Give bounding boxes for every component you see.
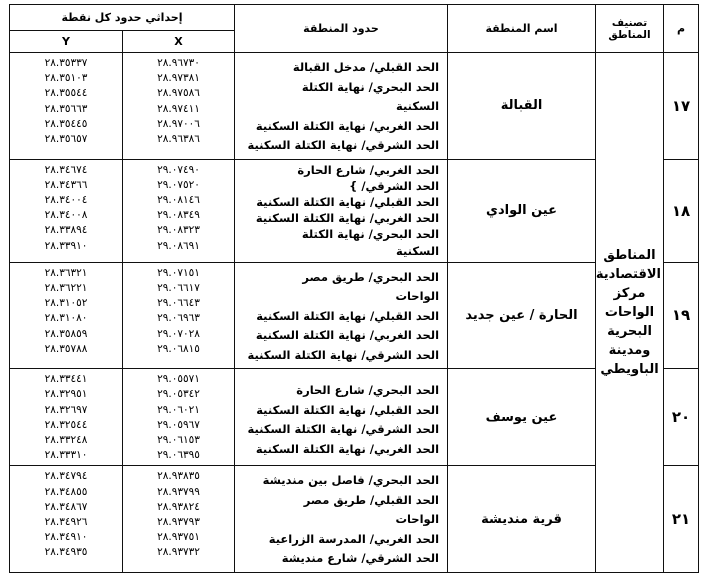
number-header: م bbox=[664, 5, 699, 53]
x-coordinates bbox=[123, 262, 235, 369]
x-value: ٢٨.٩٣٧٣٢ bbox=[157, 546, 200, 559]
boundary-line: الحد الشرقي/ نهاية الكتلة السكنية bbox=[247, 138, 440, 152]
x-value: ٢٨.٩٧٣٨١ bbox=[157, 72, 200, 85]
x-value: ٢٩.٠٥٩٦٧ bbox=[157, 418, 200, 431]
y-value: ٢٨.٣٥٣٣٧ bbox=[44, 57, 88, 69]
boundary-line: الواحات bbox=[395, 512, 440, 527]
boundary-line: الحد الشرقي/ شارع منديشة bbox=[281, 551, 440, 566]
y-coordinates bbox=[10, 466, 123, 573]
x-value: ٢٨.٩٣٧٩٩ bbox=[157, 485, 200, 498]
x-value: ٢٩.٠٧٠٢٨ bbox=[157, 327, 200, 340]
x-value: ٢٨.٩٦٣٨٦ bbox=[157, 133, 200, 146]
boundary-line: الحد البحري/ طريق مصر bbox=[302, 269, 440, 284]
boundary-line: الحد الغربي/ نهاية الكتلة السكنية bbox=[255, 211, 440, 226]
x-value: ٢٩.٠٨٦٩١ bbox=[157, 239, 200, 252]
table-row bbox=[10, 369, 699, 466]
x-value: ٢٨.٩٧٥٨٦ bbox=[157, 87, 200, 100]
area-name: عين يوسف bbox=[448, 369, 596, 466]
boundary-line: الحد القبلي/ مدخل القبالة bbox=[292, 60, 440, 74]
x-value: ٢٩.٠٨٣٤٩ bbox=[157, 209, 200, 222]
y-coordinates bbox=[10, 53, 123, 160]
x-value: ٢٩.٠٦٣٩٥ bbox=[157, 449, 200, 462]
x-coordinates bbox=[123, 369, 235, 466]
area-name-header: اسم المنطقة bbox=[448, 5, 596, 53]
y-value: ٢٨.٣٦٣٢١ bbox=[44, 266, 88, 279]
y-value: ٢٨.٣٣٩١٠ bbox=[44, 239, 88, 252]
boundary-line: الحد الغربي/ نهاية الكتلة السكنية bbox=[255, 118, 440, 133]
x-value: ٢٩.٠٦٠٢١ bbox=[157, 403, 200, 416]
area-name: قرية منديشة bbox=[448, 466, 596, 573]
table-row bbox=[10, 159, 699, 262]
boundary-line: السكنية bbox=[396, 99, 440, 113]
table-row bbox=[10, 466, 699, 573]
x-value: ٢٩.٠٥٥٧١ bbox=[157, 373, 200, 386]
y-value: ٢٨.٣٤٣٦٦ bbox=[44, 178, 88, 191]
boundary-line: الحد الغربي/ شارع الحارة bbox=[297, 162, 440, 177]
y-value: ٢٨.٣٣٢٤٨ bbox=[44, 434, 88, 447]
y-value: ٢٨.٣٤٩٢٦ bbox=[44, 516, 88, 529]
y-value: ٢٨.٣٤٦٧٤ bbox=[44, 163, 88, 176]
boundaries-cell bbox=[235, 262, 448, 369]
x-value: ٢٩.٠٧٤٩٠ bbox=[157, 163, 200, 176]
row-number: ١٧ bbox=[664, 53, 699, 160]
x-value: ٢٩.٠٦١٥٣ bbox=[157, 434, 200, 447]
boundary-line: الحد الشرقي/ نهاية الكتلة السكنية bbox=[247, 347, 440, 362]
x-header: X bbox=[123, 31, 235, 53]
y-value: ٢٨.٣٥٦٦٣ bbox=[44, 102, 88, 115]
y-value: ٢٨.٣٢٩٥١ bbox=[44, 388, 88, 401]
x-value: ٢٨.٩٣٨٢٤ bbox=[157, 500, 200, 513]
y-coordinates bbox=[10, 369, 123, 466]
y-value: ٢٨.٣٤٠٠٤ bbox=[44, 193, 88, 206]
y-value: ٢٨.٣٥٦٥٧ bbox=[44, 133, 88, 146]
y-value: ٢٨.٣٤٩١٠ bbox=[44, 531, 88, 544]
x-value: ٢٩.٠٦٦١٧ bbox=[157, 281, 200, 294]
x-value: ٢٩.٠٨٣٢٣ bbox=[157, 224, 200, 237]
boundary-line: الحد القبلي/ طريق مصر bbox=[303, 492, 440, 507]
boundary-line: الحد البحري/ نهاية الكتلة bbox=[301, 227, 440, 242]
boundary-line: الحد الشرقي/ نهاية الكتلة السكنية bbox=[247, 422, 440, 437]
y-header: Y bbox=[10, 31, 123, 53]
y-value: ٢٨.٣١٠٥٢ bbox=[44, 297, 88, 310]
x-value: ٢٨.٩٣٧٩٣ bbox=[157, 516, 200, 529]
x-value: ٢٨.٩٧٤١١ bbox=[157, 102, 200, 115]
boundary-line: الحد القبلي/ نهاية الكتلة السكنية bbox=[256, 402, 440, 417]
x-coordinates bbox=[123, 159, 235, 262]
x-value: ٢٩.٠٥٣٤٢ bbox=[157, 388, 200, 401]
y-value: ٢٨.٣٥٨٥٩ bbox=[44, 327, 88, 340]
x-value: ٢٩.٠٦٩٦٣ bbox=[157, 312, 200, 325]
boundary-line: الحد القبلي/ نهاية الكتلة السكنية bbox=[256, 194, 440, 209]
y-value: ٢٨.٣٥١٠٣ bbox=[44, 72, 88, 85]
area-name: عين الوادي bbox=[448, 159, 596, 262]
y-value: ٢٨.٣١٠٨٠ bbox=[44, 312, 88, 325]
boundary-line: الحد الغربي/ المدرسة الزراعية bbox=[268, 531, 440, 546]
boundaries-header: حدود المنطقة bbox=[235, 5, 448, 53]
classification-header: تصنيف المناطق bbox=[596, 5, 664, 53]
y-value: ٢٨.٣٦٢٢١ bbox=[44, 281, 88, 294]
x-value: ٢٩.٠٧٥٢٠ bbox=[157, 178, 200, 191]
boundaries-cell bbox=[235, 466, 448, 573]
x-coordinates bbox=[123, 53, 235, 160]
coordinates-header: إحداثي حدود كل نقطة bbox=[10, 5, 235, 31]
y-value: ٢٨.٣٣٤٤١ bbox=[44, 373, 88, 386]
boundary-line: الحد القبلي/ نهاية الكتلة السكنية bbox=[256, 308, 440, 323]
y-value: ٢٨.٣٢٥٤٤ bbox=[44, 418, 88, 431]
y-value: ٢٨.٣٤٧٩٤ bbox=[44, 470, 88, 483]
boundary-line: الحد الغربي/ نهاية الكتلة السكنية bbox=[255, 328, 440, 343]
y-value: ٢٨.٣٢٦٩٧ bbox=[44, 403, 88, 416]
boundaries-cell bbox=[235, 53, 448, 160]
y-value: ٢٨.٣٤٨٦٧ bbox=[44, 500, 88, 513]
boundaries-cell bbox=[235, 369, 448, 466]
boundary-line: السكنية bbox=[396, 243, 440, 258]
x-value: ٢٨.٩٧٠٠٦ bbox=[157, 117, 200, 130]
zones-table bbox=[9, 4, 699, 573]
y-value: ٢٨.٣٥٥٤٤ bbox=[44, 87, 88, 100]
x-value: ٢٩.٠٦٨١٥ bbox=[157, 342, 200, 355]
x-coordinates bbox=[123, 466, 235, 573]
boundary-line: الحد البحري/ شارع الحارة bbox=[296, 383, 440, 398]
boundaries-cell bbox=[235, 159, 448, 262]
x-value: ٢٩.٠٧١٥١ bbox=[157, 266, 200, 279]
boundary-line: الحد الشرقي/ } bbox=[349, 178, 440, 193]
y-value: ٢٨.٣٤٨٥٥ bbox=[44, 485, 88, 498]
boundary-line: الحد البحري/ نهاية الكتلة bbox=[301, 79, 440, 94]
x-value: ٢٩.٠٨١٤٦ bbox=[157, 193, 200, 206]
y-value: ٢٨.٣٣٨٩٤ bbox=[44, 224, 88, 237]
boundary-line: الحد البحري/ فاصل بين منديشة bbox=[262, 473, 440, 488]
y-value: ٢٨.٣٣٣١٠ bbox=[44, 449, 88, 462]
boundary-line: الواحات bbox=[395, 289, 440, 304]
y-value: ٢٨.٣٥٤٤٥ bbox=[44, 117, 88, 130]
row-number: ٢١ bbox=[664, 466, 699, 573]
y-coordinates bbox=[10, 262, 123, 369]
table-row bbox=[10, 53, 699, 160]
x-value: ٢٨.٩٦٧٣٠ bbox=[157, 57, 200, 69]
x-value: ٢٨.٩٣٧٥١ bbox=[157, 531, 200, 544]
y-value: ٢٨.٣٤٠٠٨ bbox=[44, 209, 88, 222]
row-number: ١٨ bbox=[664, 159, 699, 262]
y-value: ٢٨.٣٥٧٨٨ bbox=[44, 342, 88, 355]
boundary-line: الحد الغربي/ نهاية الكتلة السكنية bbox=[255, 441, 440, 456]
y-coordinates bbox=[10, 159, 123, 262]
y-value: ٢٨.٣٤٩٣٥ bbox=[44, 546, 88, 559]
x-value: ٢٨.٩٣٨٣٥ bbox=[157, 470, 200, 483]
area-name: القبالة bbox=[448, 53, 596, 160]
x-value: ٢٩.٠٦٦٤٣ bbox=[157, 297, 200, 310]
area-name: الحارة / عين جديد bbox=[448, 262, 596, 369]
row-number: ١٩ bbox=[664, 262, 699, 369]
row-number: ٢٠ bbox=[664, 369, 699, 466]
classification-cell: المناطق الاقتصادية مركز الواحات البحرية ومدينة الباويطي bbox=[596, 53, 664, 573]
